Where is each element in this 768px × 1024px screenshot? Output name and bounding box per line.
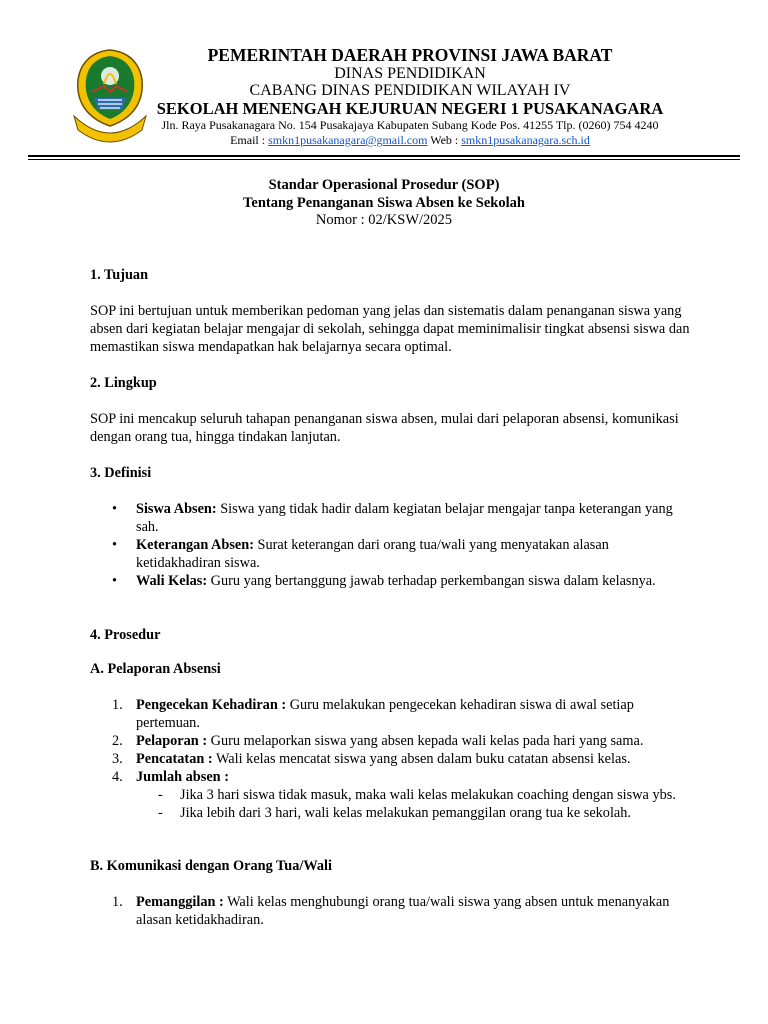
letterhead-branch: CABANG DINAS PENDIDIKAN WILAYAH IV	[249, 82, 571, 99]
document-title: Standar Operasional Prosedur (SOP)	[268, 177, 500, 193]
dash-marker: -	[158, 787, 163, 803]
item-desc: Guru melakukan pengecekan kehadiran siswa di awal setiap pertemuan.	[136, 697, 634, 731]
item-number: 1.	[112, 894, 123, 910]
item-number: 4.	[112, 769, 123, 785]
item-term: Pemanggilan :	[136, 894, 224, 910]
item-number: 1.	[112, 697, 123, 713]
list-item	[90, 696, 690, 732]
pelaporan-list	[90, 696, 690, 786]
section-heading: 3. Definisi	[90, 465, 152, 481]
item-term: Pencatatan :	[136, 751, 213, 767]
subsection-heading: A. Pelaporan Absensi	[90, 661, 221, 677]
list-item	[90, 572, 690, 590]
list-item	[90, 536, 690, 572]
document-subtitle: Tentang Penanganan Siswa Absen ke Sekolah	[243, 195, 525, 211]
list-item	[90, 768, 690, 786]
definition-desc: Guru yang bertanggung jawab terhadap perkembangan siswa dalam kelasnya.	[207, 573, 656, 589]
section-heading: 1. Tujuan	[90, 267, 149, 283]
bullet-icon: •	[112, 537, 118, 553]
definition-term: Wali Kelas:	[136, 573, 208, 589]
bullet-icon: •	[112, 501, 118, 517]
subsection-pelaporan	[90, 660, 690, 678]
definition-list	[90, 500, 690, 590]
email-link[interactable]: smkn1pusakanagara@gmail.com	[268, 133, 428, 147]
letterhead-government: PEMERINTAH DAERAH PROVINSI JAWA BARAT	[207, 45, 613, 65]
list-item	[90, 786, 690, 804]
item-desc: Guru melaporkan siswa yang absen kepada wali kelas pada hari yang sama.	[207, 733, 644, 749]
letterhead-divider-thin	[28, 159, 740, 160]
sub-item-text: Jika lebih dari 3 hari, wali kelas melakukan pemanggilan orang tua ke sekolah.	[180, 805, 632, 821]
item-desc: Wali kelas mencatat siswa yang absen dalam buku catatan absensi kelas.	[212, 751, 631, 767]
absen-sub-list	[90, 786, 690, 822]
section-tujuan-text: SOP ini bertujuan untuk memberikan pedoman yang jelas dan sistematis dalam penanganan siswa yang absen dari kegiatan belajar mengajar di sekolah, sehingga dapat meminimalisir tingkat absensi siswa dan memastikan siswa mendapatkan hak belajarnya secara optimal.	[90, 303, 690, 355]
list-item	[90, 893, 690, 929]
section-lingkup-text: SOP ini mencakup seluruh tahapan penanganan siswa absen, mulai dari pelaporan absensi, komunikasi dengan orang tua, hingga tindakan lanjutan.	[90, 411, 679, 445]
item-term: Pelaporan :	[136, 733, 208, 749]
letterhead-department: DINAS PENDIDIKAN	[334, 65, 486, 82]
dash-marker: -	[158, 805, 163, 821]
item-desc: Wali kelas menghubungi orang tua/wali siswa yang absen untuk menanyakan alasan ketidakhadiran.	[136, 894, 670, 928]
item-term: Jumlah absen :	[136, 769, 229, 785]
letterhead-school-name: SEKOLAH MENENGAH KEJURUAN NEGERI 1 PUSAKANAGARA	[156, 99, 664, 118]
list-item	[90, 804, 690, 822]
web-link[interactable]: smkn1pusakanagara.sch.id	[461, 133, 590, 147]
section-heading: 2. Lingkup	[90, 375, 157, 391]
letterhead-contact	[150, 134, 670, 146]
section-prosedur	[90, 626, 690, 644]
sub-item-text: Jika 3 hari siswa tidak masuk, maka wali kelas melakukan coaching dengan siswa ybs.	[180, 787, 676, 803]
definition-desc: Surat keterangan dari orang tua/wali yang menyatakan alasan ketidakhadiran siswa.	[136, 537, 609, 571]
definition-desc: Siswa yang tidak hadir dalam kegiatan belajar mengajar tanpa keterangan yang sah.	[136, 501, 673, 535]
web-label: Web :	[427, 133, 462, 147]
item-term: Pengecekan Kehadiran :	[136, 697, 287, 713]
subsection-komunikasi	[90, 857, 690, 875]
section-tujuan	[90, 266, 690, 284]
section-heading: 4. Prosedur	[90, 627, 161, 643]
section-lingkup	[90, 374, 690, 392]
document-number: Nomor : 02/KSW/2025	[315, 212, 453, 228]
komunikasi-list	[90, 893, 690, 929]
letterhead-divider-thick	[28, 155, 740, 157]
list-item	[90, 732, 690, 750]
subsection-heading: B. Komunikasi dengan Orang Tua/Wali	[90, 858, 332, 874]
list-item	[90, 500, 690, 536]
definition-term: Siswa Absen:	[136, 501, 217, 517]
letterhead-address: Jln. Raya Pusakanagara No. 154 Pusakajaya Kabupaten Subang Kode Pos. 41255 Tlp. (0260) 754 4240	[161, 118, 659, 132]
provincial-emblem-logo	[70, 46, 150, 146]
bullet-icon: •	[112, 573, 118, 589]
email-label: Email :	[230, 133, 269, 147]
definition-term: Keterangan Absen:	[136, 537, 254, 553]
item-number: 3.	[112, 751, 123, 767]
list-item	[90, 750, 690, 768]
item-number: 2.	[112, 733, 123, 749]
section-definisi	[90, 464, 690, 482]
